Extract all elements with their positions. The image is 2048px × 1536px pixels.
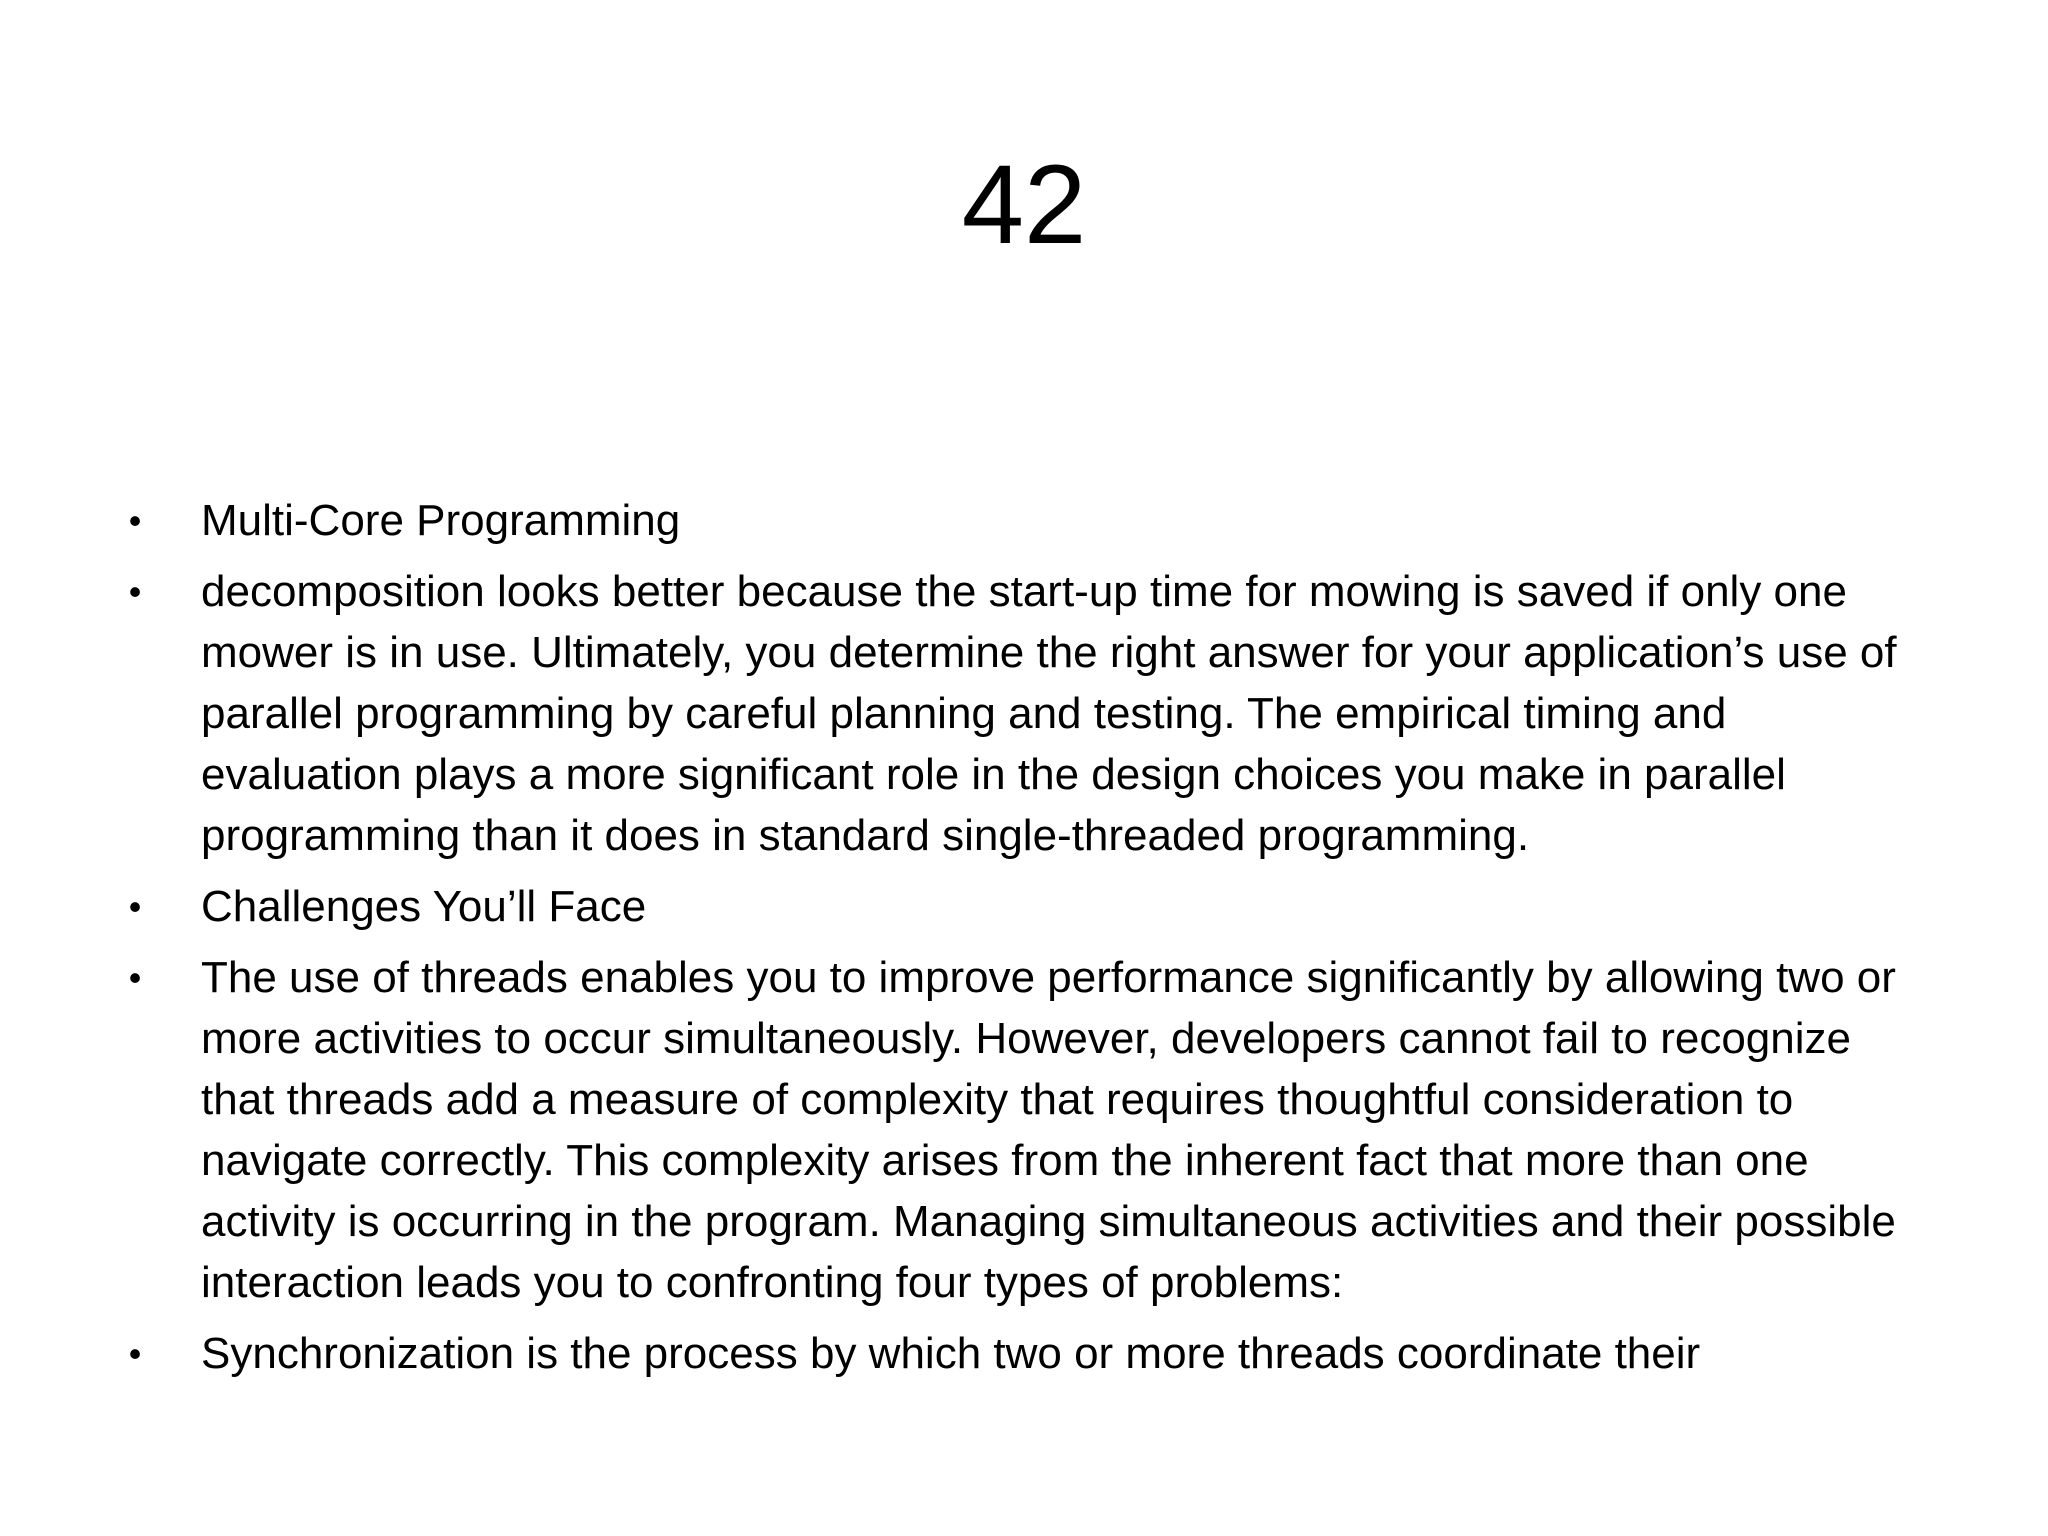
bullet-text: The use of threads enables you to improve performance significantly by allowing two or more activities to occur simultaneously. However, developers cannot fail to recognize that threads add a measure of complexity that requires thoughtful consideration to navigate correctly. This complexity arises from the inherent fact that more than one activity is occurring in the program. Managing simultaneous activities and their possible interaction leads you to confronting four types of problems:: [201, 953, 1896, 1307]
bullet-item: [120, 1323, 1920, 1384]
bullet-icon: •: [128, 957, 142, 998]
bullet-icon: •: [128, 500, 142, 541]
bullet-text: Challenges You’ll Face: [201, 882, 647, 931]
bullet-icon: •: [128, 886, 142, 927]
bullet-item: [120, 490, 1920, 551]
bullet-item: [120, 876, 1920, 937]
bullet-list: [120, 490, 1920, 1394]
bullet-item: [120, 561, 1920, 866]
bullet-icon: •: [128, 1333, 142, 1374]
bullet-icon: •: [128, 571, 142, 612]
bullet-item: [120, 947, 1920, 1313]
bullet-text: Synchronization is the process by which two or more threads coordinate their: [201, 1329, 1701, 1378]
bullet-text: Multi-Core Programming: [201, 496, 681, 545]
slide-title: 42: [961, 142, 1087, 267]
bullet-text: decomposition looks better because the start-up time for mowing is saved if only one mower is in use. Ultimately, you determine the right answer for your application’s use of parallel programming by careful planning and testing. The empirical timing and evaluation plays a more significant role in the design choices you make in parallel programming than it does in standard single-threaded programming.: [201, 567, 1897, 860]
